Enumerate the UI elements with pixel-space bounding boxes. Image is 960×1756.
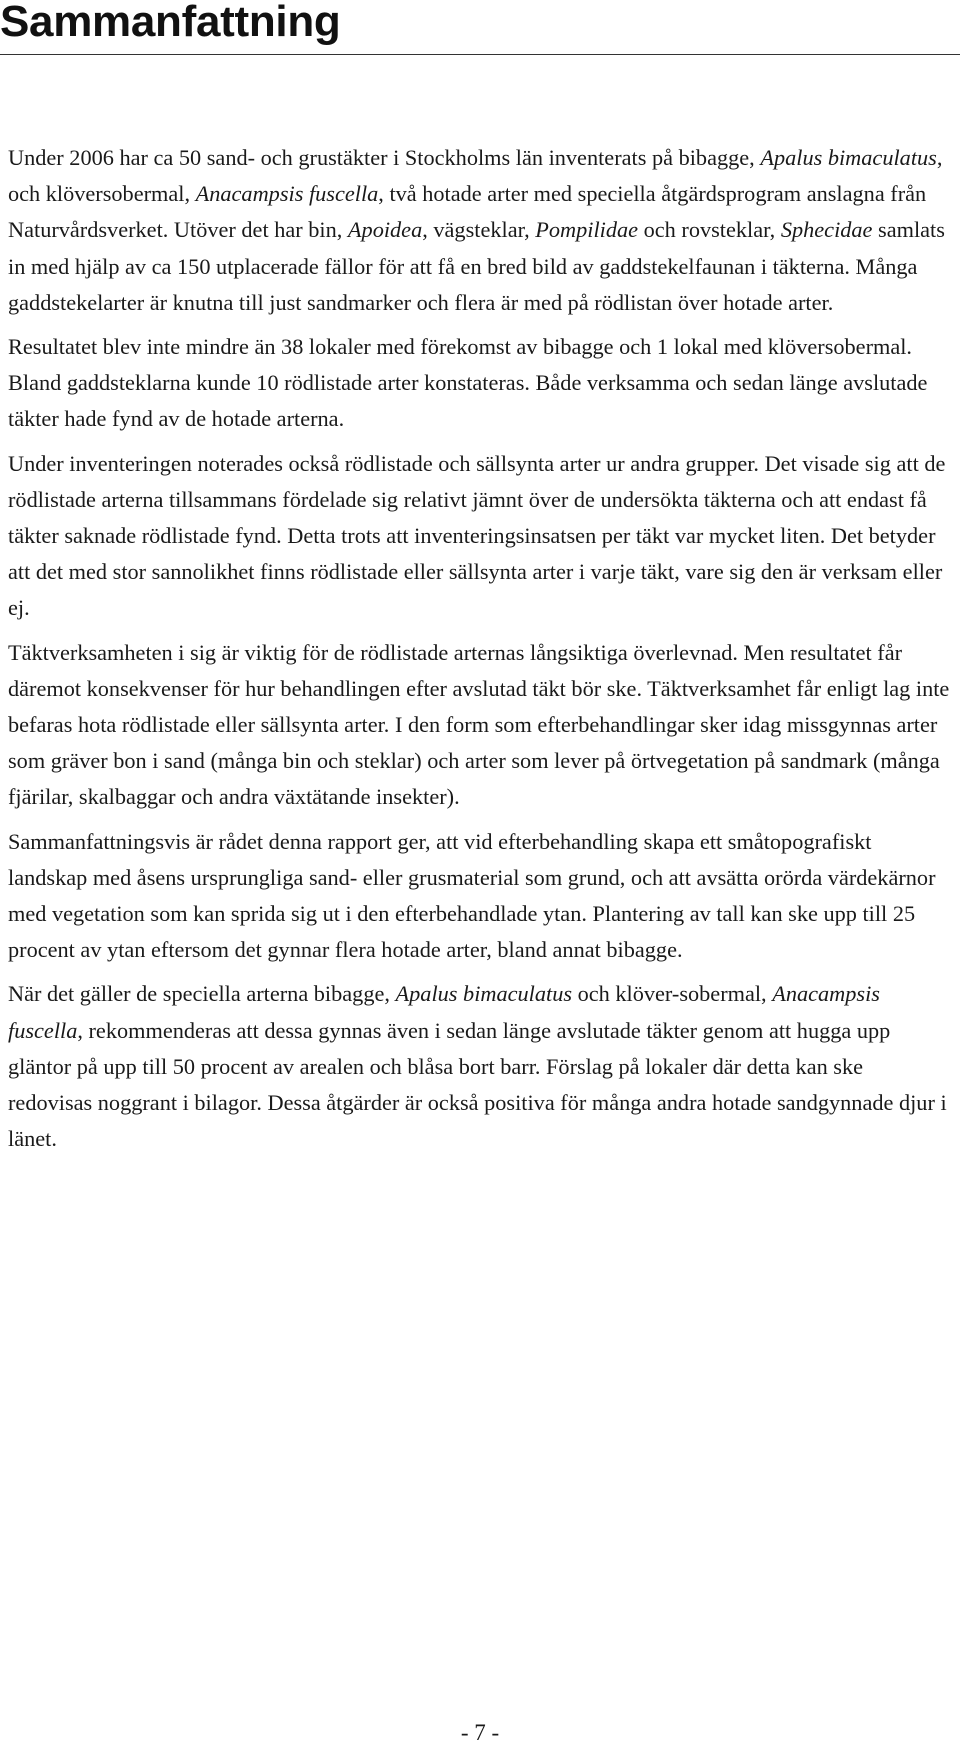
text-segment: , vägsteklar, — [422, 217, 536, 243]
text-segment: och klöver-sobermal, — [572, 981, 773, 1007]
paragraph — [8, 329, 952, 438]
species-name: Sphecidae — [780, 217, 873, 243]
section-heading — [0, 0, 960, 55]
text-segment: , två hotade arter med speciella åtgärdsprogram anslagna från Naturvårdsverket. Utöver det har bin, — [8, 181, 927, 243]
text-segment: Under 2006 har ca 50 sand- och grustäkter i Stockholms län inventerats på bibagge, — [8, 145, 761, 170]
text-segment: Sammanfattningsvis är rådet denna rapport ger, att vid efterbehandling skapa ett småtopografiskt landskap med åsens ursprungliga sand- eller grusmaterial som grund, och att avsätta orörda värdekärnor med vegetation som kan sprida sig ut i den efterbehandlade ytan. Plantering av tall kan ske upp till 25 procent av ytan eftersom det gynnar flera hotade arter, bland annat bibagge. — [8, 828, 936, 963]
paragraph — [8, 976, 952, 1157]
paragraph — [8, 140, 952, 321]
species-name: Apoidea — [347, 217, 423, 243]
paragraph — [8, 824, 952, 969]
text-segment: Under inventeringen noterades också rödlistade och sällsynta arter ur andra grupper. Det visade sig att de rödlistade arterna tillsammans fördelade sig relativt jämnt över de undersökta täkterna och att endast få täkter saknade rödlistade fynd. Detta trots att inventeringsinsatsen per täkt var mycket liten. Det betyder att det med stor sannolikhet finns rödlistade eller sällsynta arter i varje täkt, vare sig den är verksam eller ej. — [8, 450, 946, 621]
species-name: Apalus bimaculatus — [760, 145, 937, 170]
page-number: - 7 - — [460, 1720, 500, 1745]
species-name: Anacampsis fuscella — [195, 181, 379, 207]
paragraph — [8, 446, 952, 627]
text-segment: Resultatet blev inte mindre än 38 lokaler med förekomst av bibagge och 1 lokal med klöversobermal. Bland gaddsteklarna kunde 10 rödlistade arter konstateras. Både verksamma och sedan länge avslutade täkter hade fynd av de hotade arterna. — [8, 334, 928, 432]
species-name: Apalus bimaculatus — [395, 981, 573, 1007]
species-name: Pompilidae — [535, 217, 639, 243]
species-name: Anacampsis fuscella — [8, 981, 880, 1043]
text-segment: När det gäller de speciella arterna bibagge, — [8, 981, 396, 1007]
text-segment: , och klöversobermal, — [8, 145, 943, 207]
text-segment: samlats in med hjälp av ca 150 utplacerade fällor för att få en bred bild av gaddstekelfaunan i täkterna. Många gaddstekelarter är knutna till just sandmarker och flera är med på rödlistan över hotade arter. — [8, 217, 945, 315]
text-segment: Täktverksamheten i sig är viktig för de rödlistade arternas långsiktiga överlevnad. Men resultatet får däremot konsekvenser för hur behandlingen efter avslutad täkt bör ske. Täktverksamhet får enligt lag inte befaras hota rödlistade eller sällsynta arter. I den form som efterbehandlingar sker idag missgynnas arter som gräver bon i sand (många bin och steklar) och arter som lever på örtvegetation på sandmark (många fjärilar, skalbaggar och andra växtätande insekter). — [8, 639, 950, 810]
text-segment: och rovsteklar, — [638, 217, 781, 243]
paragraph — [8, 635, 952, 816]
text-segment: , rekommenderas att dessa gynnas även i sedan länge avslutade täkter genom att hugga upp gläntor på upp till 50 procent av arealen och blåsa bort barr. Förslag på lokaler där detta kan ske redovisas noggrant i bilagor. Dessa åtgärder är också positiva för många andra hotade sandgynnade djur i länet. — [8, 1017, 947, 1152]
body-text — [8, 140, 952, 1165]
page-title: Sammanfattning — [0, 0, 341, 46]
